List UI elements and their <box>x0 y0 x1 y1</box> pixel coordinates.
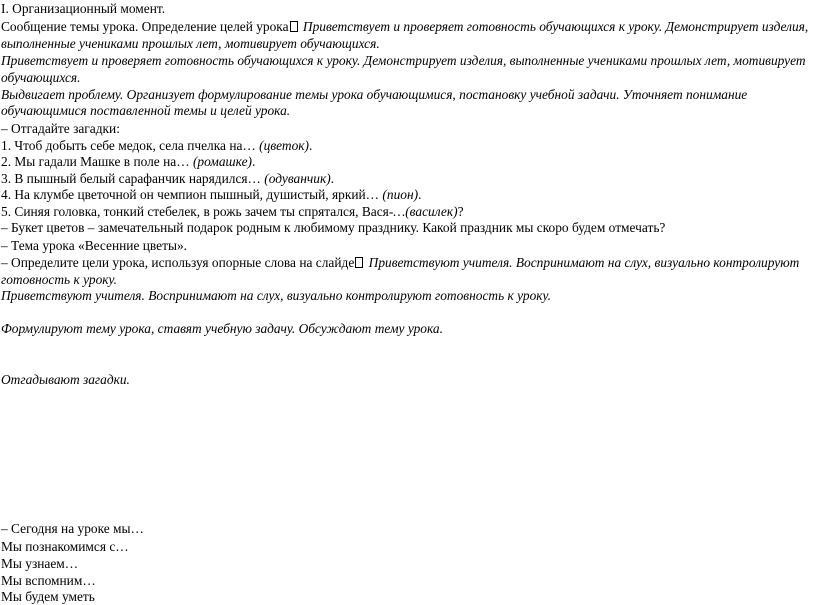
text-line: – Сегодня на уроке мы… <box>1 521 144 536</box>
text-line: Мы будем уметь <box>1 589 95 604</box>
missing-glyph-box-icon <box>290 21 298 32</box>
text-line: обучающихся. <box>1 70 81 85</box>
riddle-item: 3. В пышный белый сарафанчик нарядился… (одуванчик). <box>1 171 335 186</box>
text-line: обучающимися поставленной темы и целей урока. <box>1 103 291 118</box>
riddle-item: 1. Чтоб добыть себе медок, села пчелка на… (цветок). <box>1 138 313 153</box>
text-line: – Букет цветов – замечательный подарок родным к любимому празднику. Какой праздник мы скоро будем отмечать? <box>1 220 666 235</box>
text-line: выполненные учениками прошлых лет, мотивирует обучающихся. <box>1 36 380 51</box>
text-line: Мы познакомимся с… <box>1 539 129 554</box>
text-line: Выдвигает проблему. Организует формулирование темы урока обучающимися, постановку учебной задачи. Уточняет понимание <box>1 87 748 102</box>
text-line: Мы узнаем… <box>1 556 79 571</box>
riddle-item: 4. На клумбе цветочной он чемпион пышный, душистый, яркий… (пион). <box>1 187 422 202</box>
riddle-item: 5. Синяя головка, тонкий стебелек, в рожь зачем ты спрятался, Вася-…(василек)? <box>1 204 464 219</box>
text-line: Формулируют тему урока, ставят учебную задачу. Обсуждают тему урока. <box>1 321 443 336</box>
text-line: готовность к уроку. <box>1 272 117 287</box>
text-line: – Отгадайте загадки: <box>1 121 120 136</box>
text-line: – Определите цели урока, используя опорные слова на слайде Приветствуют учителя. Воспринимают на слух, визуально контролируют <box>1 255 800 270</box>
text-line: Приветствует и проверяет готовность обучающихся к уроку. Демонстрирует изделия, выполненные учениками прошлых лет, мотивирует <box>1 53 806 68</box>
missing-glyph-box-icon <box>355 257 363 268</box>
text-line: Приветствуют учителя. Воспринимают на слух, визуально контролируют готовность к уроку. <box>1 288 551 303</box>
heading-org-moment: I. Организационный момент. <box>1 1 166 16</box>
text-line: – Тема урока «Весенние цветы». <box>1 238 187 253</box>
text-line: Сообщение темы урока. Определение целей урока Приветствует и проверяет готовность обучающихся к уроку. Демонстрирует изделия, <box>1 19 809 34</box>
riddle-item: 2. Мы гадали Машке в поле на… (ромашке). <box>1 154 256 169</box>
text-line: Отгадывают загадки. <box>1 372 130 387</box>
text-line: Мы вспомним… <box>1 573 96 588</box>
